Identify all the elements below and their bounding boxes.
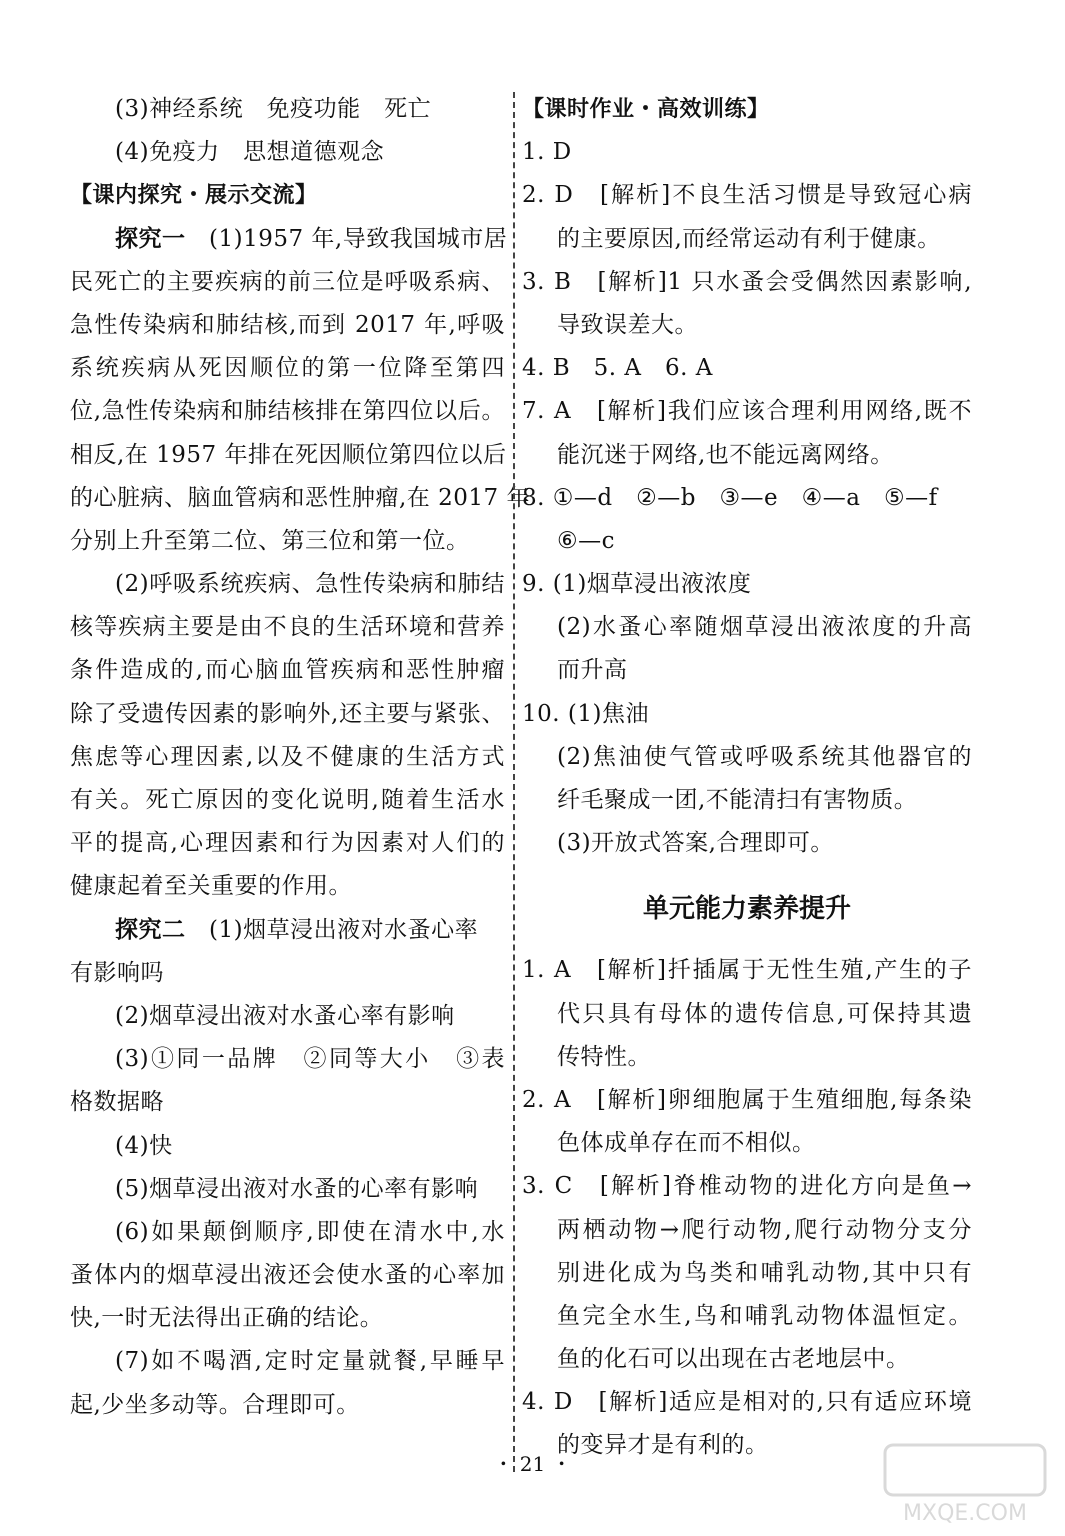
left-line xyxy=(70,174,505,217)
homework-line xyxy=(522,261,972,304)
unit-text: 的变异才是有利的。 xyxy=(557,1432,769,1459)
homework-text: 9. (1)烟草浸出液浓度 xyxy=(522,571,752,598)
left-text: 民死亡的主要疾病的前三位是呼吸系病、 xyxy=(70,268,505,295)
homework-text: 1. D xyxy=(522,139,572,166)
homework-line xyxy=(522,477,972,520)
left-text: 【课内探究・展示交流】 xyxy=(70,183,318,209)
left-line xyxy=(70,88,505,131)
left-text: 有关。死亡原因的变化说明,随着生活水 xyxy=(70,787,505,813)
left-line xyxy=(70,995,505,1038)
inquiry-label: 探究一 xyxy=(115,225,209,252)
left-line xyxy=(70,218,508,261)
homework-text: 导致误差大。 xyxy=(557,311,698,338)
left-text: (4)快 xyxy=(115,1132,173,1159)
left-text: 条件造成的,而心脑血管疾病和恶性肿瘤 xyxy=(70,657,505,684)
left-line xyxy=(70,520,505,563)
left-line xyxy=(70,131,505,174)
homework-section xyxy=(522,88,972,865)
left-text: 相反,在 1957 年排在死因顺位第四位以后 xyxy=(70,441,507,468)
left-line xyxy=(70,1168,505,1211)
unit-text: 2. A [解析]卵细胞属于生殖细胞,每条染 xyxy=(522,1086,972,1113)
left-text: 核等疾病主要是由不良的生活环境和营养 xyxy=(70,614,505,641)
left-line xyxy=(70,434,505,477)
left-text: (3)神经系统 免疫功能 死亡 xyxy=(115,96,432,122)
left-text: 健康起着至关重要的作用。 xyxy=(70,873,352,900)
left-text: 平的提高,心理因素和行为因素对人们的 xyxy=(70,830,505,857)
left-line xyxy=(70,1211,505,1254)
left-text: 的心脏病、脑血管病和恶性肿瘤,在 2017 年 xyxy=(70,484,530,511)
unit-text: 4. D [解析]适应是相对的,只有适应环境 xyxy=(522,1389,972,1416)
left-text: 分别上升至第二位、第三位和第一位。 xyxy=(70,527,470,554)
left-line xyxy=(70,909,505,952)
homework-line xyxy=(522,779,972,822)
unit-text: 传特性。 xyxy=(557,1043,651,1070)
left-line xyxy=(70,1384,505,1427)
unit-line xyxy=(522,1165,972,1208)
left-line xyxy=(70,606,505,649)
homework-line xyxy=(522,218,972,261)
left-text: 有影响吗 xyxy=(70,959,164,986)
left-line xyxy=(70,1254,505,1297)
homework-line xyxy=(522,347,972,390)
svg-text:MXQE.COM: MXQE.COM xyxy=(903,1501,1027,1526)
right-column xyxy=(522,88,972,1468)
left-line xyxy=(70,390,505,433)
left-text: 位,急性传染病和肺结核排在第四位以后。 xyxy=(70,398,505,425)
homework-text: (2)水蚤心率随烟草浸出液浓度的升高 xyxy=(557,614,972,641)
unit-line xyxy=(522,1036,972,1079)
homework-text: 8. ①—d ②—b ③—e ④—a ⑤—f xyxy=(522,484,938,511)
homework-text: 10. (1)焦油 xyxy=(522,700,649,727)
left-text: 急性传染病和肺结核,而到 2017 年,呼吸 xyxy=(70,311,505,338)
unit-line xyxy=(522,1295,972,1338)
left-line xyxy=(70,736,505,779)
left-text: 快,一时无法得出正确的结论。 xyxy=(70,1305,384,1332)
left-text: (4)免疫力 思想道德观念 xyxy=(115,139,385,166)
left-text: (3)①同一品牌 ②同等大小 ③表 xyxy=(115,1046,505,1073)
homework-text: (2)焦油使气管或呼吸系统其他器官的 xyxy=(557,743,972,770)
homework-text: 2. D [解析]不良生活习惯是导致冠心病 xyxy=(522,182,972,209)
unit-title: 单元能力素养提升 xyxy=(642,894,851,925)
homework-text: 而升高 xyxy=(557,657,628,684)
unit-text: 1. A [解析]扦插属于无性生殖,产生的子 xyxy=(522,957,972,984)
left-line xyxy=(70,1340,505,1383)
unit-line xyxy=(522,1122,972,1165)
left-text: (6)如果颠倒顺序,即使在清水中,水 xyxy=(115,1218,505,1245)
homework-line xyxy=(522,693,972,736)
unit-line xyxy=(522,1079,972,1122)
unit-text: 鱼完全水生,鸟和哺乳动物体温恒定。 xyxy=(557,1302,972,1329)
left-line xyxy=(70,865,505,908)
homework-line xyxy=(522,174,972,217)
left-line xyxy=(70,1081,505,1124)
left-text: (1)1957 年,导致我国城市居 xyxy=(209,225,508,252)
left-line xyxy=(70,693,505,736)
left-line xyxy=(70,304,505,347)
unit-line xyxy=(522,1252,972,1295)
unit-line xyxy=(522,1209,972,1252)
left-line xyxy=(70,261,505,304)
unit-text: 代只具有母体的遗传信息,可保持其遗 xyxy=(557,1000,972,1027)
homework-line xyxy=(522,822,972,865)
left-text: (2)呼吸系统疾病、急性传染病和肺结 xyxy=(115,571,505,598)
left-line xyxy=(70,952,505,995)
homework-text: 7. A [解析]我们应该合理利用网络,既不 xyxy=(522,398,972,425)
unit-text: 别进化成为鸟类和哺乳动物,其中只有 xyxy=(557,1259,972,1286)
unit-section xyxy=(522,949,972,1467)
watermark-logo xyxy=(880,1440,1050,1530)
left-text: (2)烟草浸出液对水蚤心率有影响 xyxy=(115,1002,455,1029)
left-text: 焦虑等心理因素,以及不健康的生活方式 xyxy=(70,743,505,770)
homework-text: 【课时作业・高效训练】 xyxy=(522,97,770,122)
left-text: 格数据略 xyxy=(70,1089,164,1116)
homework-text: ⑥—c xyxy=(557,527,616,554)
left-text: 蚤体内的烟草浸出液还会使水蚤的心率加 xyxy=(70,1262,505,1289)
unit-line xyxy=(522,993,972,1036)
page-number: ・ 21 ・ xyxy=(493,1452,572,1476)
unit-text: 色体成单存在而不相似。 xyxy=(557,1130,816,1157)
unit-line xyxy=(522,1381,972,1424)
homework-line xyxy=(522,736,972,779)
left-text: 起,少坐多动等。合理即可。 xyxy=(70,1391,360,1418)
homework-line xyxy=(522,649,972,692)
homework-line xyxy=(522,88,972,131)
homework-text: 能沉迷于网络,也不能远离网络。 xyxy=(557,441,894,468)
left-line xyxy=(70,822,505,865)
left-text: 除了受遗传因素的影响外,还主要与紧张、 xyxy=(70,700,505,727)
homework-line xyxy=(522,606,972,649)
unit-line xyxy=(522,949,972,992)
homework-line xyxy=(522,304,972,347)
unit-text: 鱼的化石可以出现在古老地层中。 xyxy=(557,1346,910,1373)
left-line xyxy=(70,563,505,606)
homework-line xyxy=(522,563,972,606)
left-line xyxy=(70,779,505,822)
homework-text: 的主要原因,而经常运动有利于健康。 xyxy=(557,225,941,252)
homework-text: 纤毛聚成一团,不能清扫有害物质。 xyxy=(557,787,918,813)
column-divider xyxy=(513,92,515,1472)
unit-text: 3. C [解析]脊椎动物的进化方向是鱼→ xyxy=(522,1173,972,1200)
left-column xyxy=(70,88,530,1427)
left-text: (7)如不喝酒,定时定量就餐,早睡早 xyxy=(115,1348,505,1375)
unit-text: 两栖动物→爬行动物,爬行动物分支分 xyxy=(557,1216,972,1243)
left-line xyxy=(70,477,530,520)
homework-text: 3. B [解析]1 只水蚤会受偶然因素影响, xyxy=(522,268,972,295)
homework-text: 4. B 5. A 6. A xyxy=(522,355,713,382)
left-line xyxy=(70,347,505,390)
homework-line xyxy=(522,131,972,174)
inquiry-label: 探究二 xyxy=(115,916,209,943)
homework-text: (3)开放式答案,合理即可。 xyxy=(557,830,834,857)
left-line xyxy=(70,1038,505,1081)
homework-line xyxy=(522,390,972,433)
left-text: (1)烟草浸出液对水蚤心率 xyxy=(209,916,479,943)
homework-line xyxy=(522,434,972,477)
left-line xyxy=(70,649,505,692)
left-text: (5)烟草浸出液对水蚤的心率有影响 xyxy=(115,1175,479,1202)
homework-line xyxy=(522,520,972,563)
left-text: 系统疾病从死因顺位的第一位降至第四 xyxy=(70,355,505,382)
left-line xyxy=(70,1297,505,1340)
left-line xyxy=(70,1125,505,1168)
unit-line xyxy=(522,1338,972,1381)
